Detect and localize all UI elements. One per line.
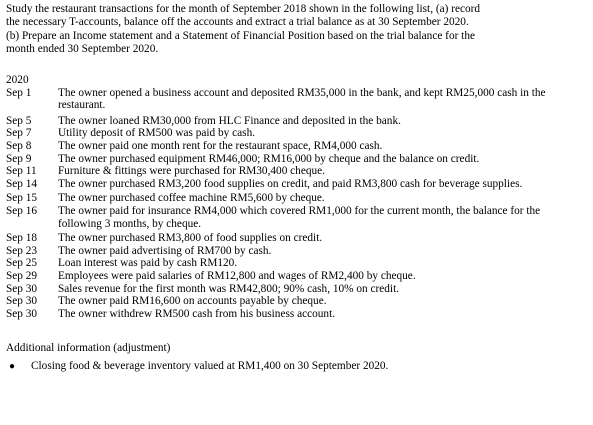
transaction-date: Sep 11	[6, 165, 37, 178]
transaction-description: Employees were paid salaries of RM12,800 and wages of RM2,400 by cheque.	[58, 269, 416, 282]
transaction-date: Sep 25	[6, 257, 38, 270]
transaction-description: The owner purchased coffee machine RM5,600 by cheque.	[58, 192, 325, 205]
transaction-date: Sep 18	[6, 232, 38, 245]
transaction-row	[6, 178, 588, 191]
transaction-row	[6, 140, 588, 153]
transaction-row	[6, 308, 588, 321]
transaction-description: The owner opened a business account and deposited RM35,000 in the bank, and kept RM25,000 cash in the restaurant.	[58, 86, 546, 112]
transaction-date: Sep 8	[6, 140, 32, 152]
transaction-description: The owner withdrew RM500 cash from his business account.	[58, 307, 336, 320]
transaction-row	[6, 165, 588, 178]
transaction-description: Furniture & fittings were purchased for RM30,400 cheque.	[58, 165, 325, 178]
transaction-description: The owner purchased RM3,200 food supplies on credit, and paid RM3,800 cash for beverage supplies.	[58, 177, 523, 190]
transaction-date: Sep 1	[6, 86, 32, 99]
transaction-row	[6, 87, 588, 112]
additional-info-heading: Additional information (adjustment)	[6, 342, 171, 355]
transaction-description: Sales revenue for the first month was RM42,800; 90% cash, 10% on credit.	[58, 282, 400, 295]
intro-line: the necessary T-accounts, balance off the accounts and extract a trial balance as at 30 September 2020.	[6, 16, 469, 29]
transaction-date: Sep 30	[6, 295, 38, 308]
transaction-row	[6, 153, 588, 166]
transaction-row	[6, 283, 588, 296]
transaction-date: Sep 16	[6, 204, 38, 217]
transaction-list	[6, 87, 588, 321]
transaction-date: Sep 14	[6, 177, 38, 190]
year-heading: 2020	[6, 73, 29, 86]
transaction-description: The owner loaned RM30,000 from HLC Finance and deposited in the bank.	[58, 114, 401, 127]
transaction-date: Sep 30	[6, 307, 38, 320]
question-intro	[6, 3, 588, 57]
transaction-date: Sep 7	[6, 127, 32, 140]
transaction-date: Sep 5	[6, 114, 32, 127]
transaction-description: Utility deposit of RM500 was paid by cash.	[58, 127, 256, 140]
transaction-description: The owner purchased RM3,800 of food supplies on credit.	[58, 232, 323, 245]
transaction-row	[6, 205, 588, 230]
transaction-row	[6, 295, 588, 308]
transaction-row	[6, 232, 588, 245]
intro-line: month ended 30 September 2020.	[6, 43, 159, 56]
additional-info-text: Closing food & beverage inventory valued at RM1,400 on 30 September 2020.	[31, 360, 389, 373]
transaction-row	[6, 270, 588, 283]
transaction-description: Loan interest was paid by cash RM120.	[58, 257, 238, 270]
transaction-description: The owner paid RM16,600 on accounts payable by cheque.	[58, 295, 327, 308]
transaction-description: The owner paid advertising of RM700 by cash.	[58, 244, 272, 257]
transaction-row	[6, 257, 588, 270]
additional-info-item	[6, 360, 588, 373]
bullet-icon: ●	[9, 361, 16, 373]
transaction-row	[6, 192, 588, 205]
intro-line: (b) Prepare an Income statement and a Statement of Financial Position based on the trial balance for the	[6, 29, 475, 42]
intro-line: Study the restaurant transactions for the month of September 2018 shown in the following list, (a) record	[6, 3, 481, 15]
document	[6, 3, 588, 373]
transaction-row	[6, 245, 588, 258]
transaction-date: Sep 9	[6, 152, 32, 165]
transaction-description: The owner paid for insurance RM4,000 which covered RM1,000 for the current month, the balance for the following 3 months, by cheque.	[58, 204, 541, 230]
transaction-date: Sep 15	[6, 192, 38, 205]
transaction-date: Sep 30	[6, 282, 38, 295]
transaction-description: The owner purchased equipment RM46,000; RM16,000 by cheque and the balance on credit.	[58, 152, 480, 165]
transaction-description: The owner paid one month rent for the restaurant space, RM4,000 cash.	[58, 140, 383, 152]
transaction-row	[6, 115, 588, 128]
transaction-date: Sep 23	[6, 244, 38, 257]
transaction-row	[6, 127, 588, 140]
transaction-date: Sep 29	[6, 269, 38, 282]
